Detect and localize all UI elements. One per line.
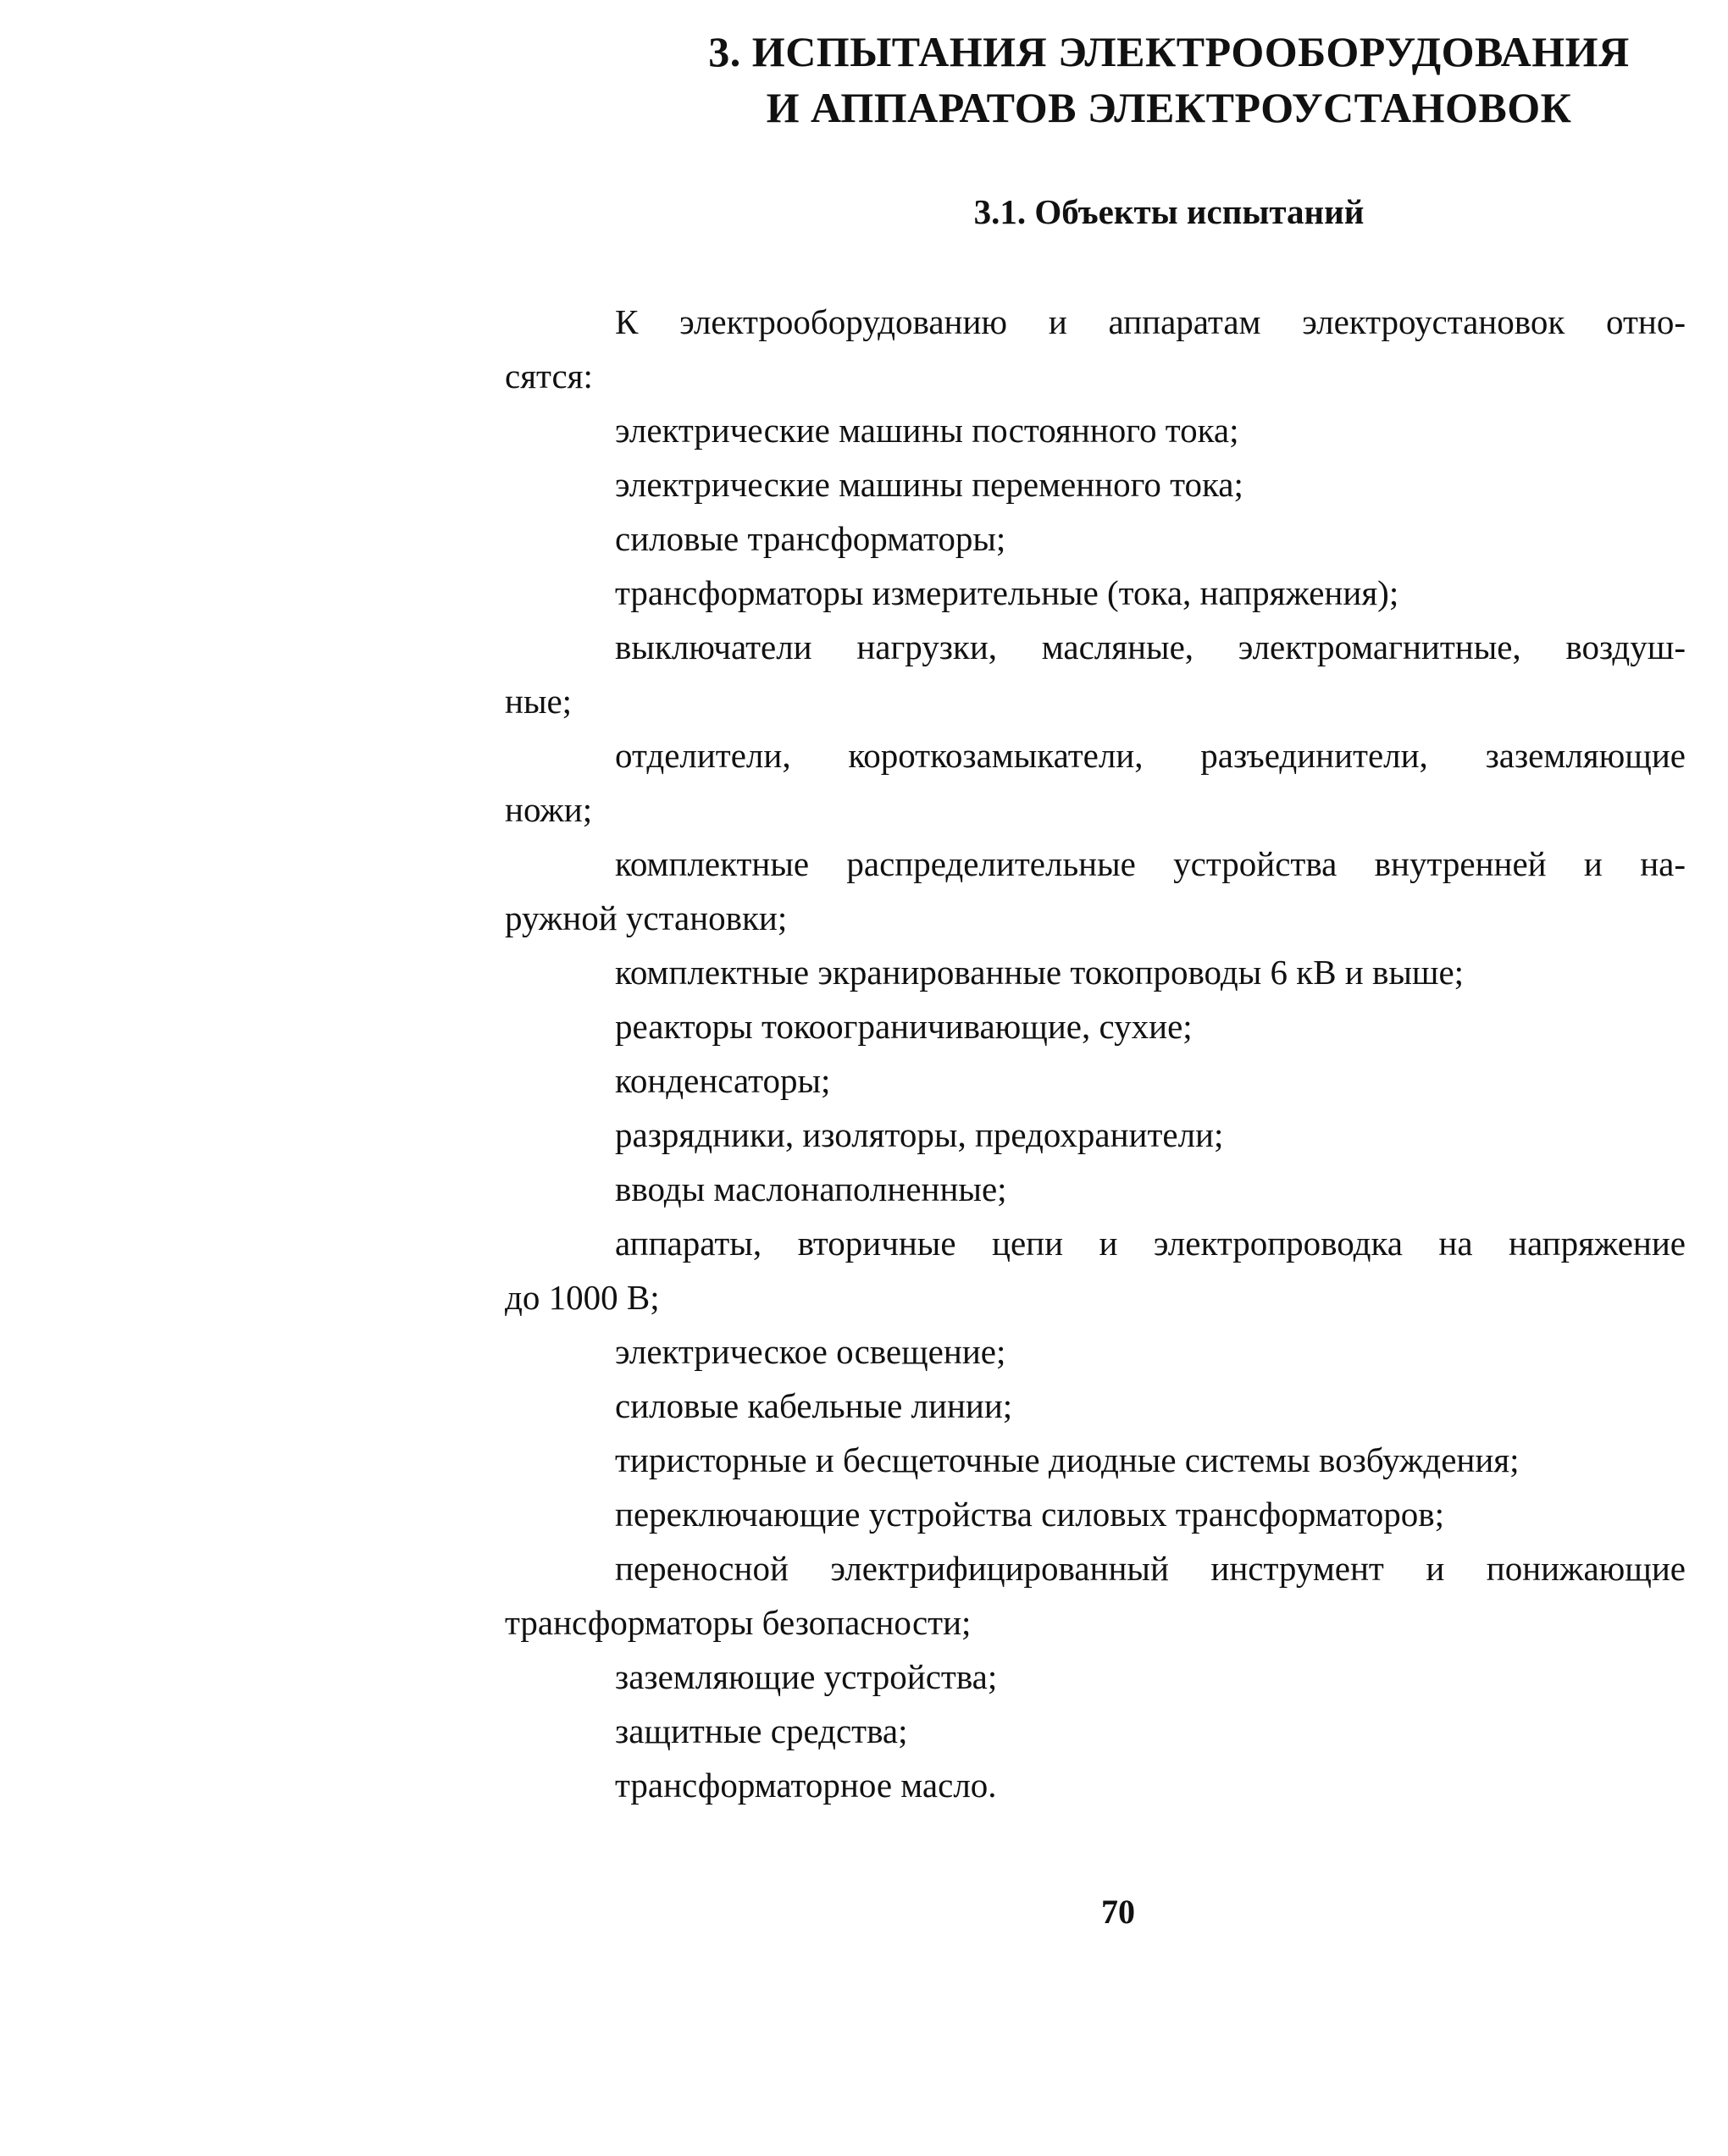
- list-item-continuation: ножи;: [505, 790, 593, 829]
- chapter-title-line-2: И АППАРАТОВ ЭЛЕКТРОУСТАНОВОК: [766, 84, 1572, 131]
- list-item-continuation: ные;: [505, 682, 573, 721]
- list-item-continuation: трансформаторы безопасности;: [505, 1603, 972, 1642]
- list-item: электрические машины переменного тока;: [615, 465, 1243, 504]
- list-item-continuation: ружной установки;: [505, 898, 788, 937]
- list-item: электрические машины постоянного тока;: [615, 411, 1239, 450]
- list-item: вводы маслонаполненные;: [615, 1169, 1007, 1208]
- list-item: реакторы токоограничивающие, сухие;: [615, 1007, 1193, 1046]
- chapter-title-line-1: 3. ИСПЫТАНИЯ ЭЛЕКТРООБОРУДОВАНИЯ: [708, 28, 1630, 75]
- list-item: отделители, короткозамыкатели, разъединители, заземляющие: [615, 736, 1686, 775]
- list-item: комплектные экранированные токопроводы 6 кВ и выше;: [615, 953, 1465, 992]
- list-item: аппараты, вторичные цепи и электропроводка на напряжение: [615, 1224, 1686, 1263]
- list-item: трансформаторное масло.: [615, 1766, 997, 1805]
- list-item: заземляющие устройства;: [615, 1657, 998, 1696]
- list-item: разрядники, изоляторы, предохранители;: [615, 1115, 1224, 1154]
- body-text: [505, 295, 1686, 1812]
- list-item: защитные средства;: [615, 1711, 908, 1750]
- list-item: электрическое освещение;: [615, 1332, 1006, 1371]
- list-item: комплектные распределительные устройства внутренней и на-: [615, 844, 1686, 883]
- list-item-continuation: до 1000 В;: [505, 1278, 660, 1317]
- page-number: 70: [1101, 1893, 1135, 1931]
- list-item: выключатели нагрузки, масляные, электромагнитные, воздуш-: [615, 627, 1686, 666]
- list-item: переключающие устройства силовых трансформаторов;: [615, 1495, 1445, 1534]
- chapter-title: [508, 24, 1728, 135]
- intro-line-1: К электрооборудованию и аппаратам электроустановок отно-: [615, 302, 1686, 341]
- intro-line-2: сятся:: [505, 357, 593, 395]
- list-item: силовые трансформаторы;: [615, 519, 1006, 558]
- list-item: силовые кабельные линии;: [615, 1386, 1013, 1425]
- list-item: трансформаторы измерительные (тока, напряжения);: [615, 573, 1399, 612]
- list-item: переносной электрифицированный инструмент и понижающие: [615, 1549, 1686, 1588]
- list-item: конденсаторы;: [615, 1061, 831, 1100]
- section-title: 3.1. Объекты испытаний: [973, 192, 1365, 231]
- list-item: тиристорные и бесщеточные диодные системы возбуждения;: [615, 1440, 1520, 1479]
